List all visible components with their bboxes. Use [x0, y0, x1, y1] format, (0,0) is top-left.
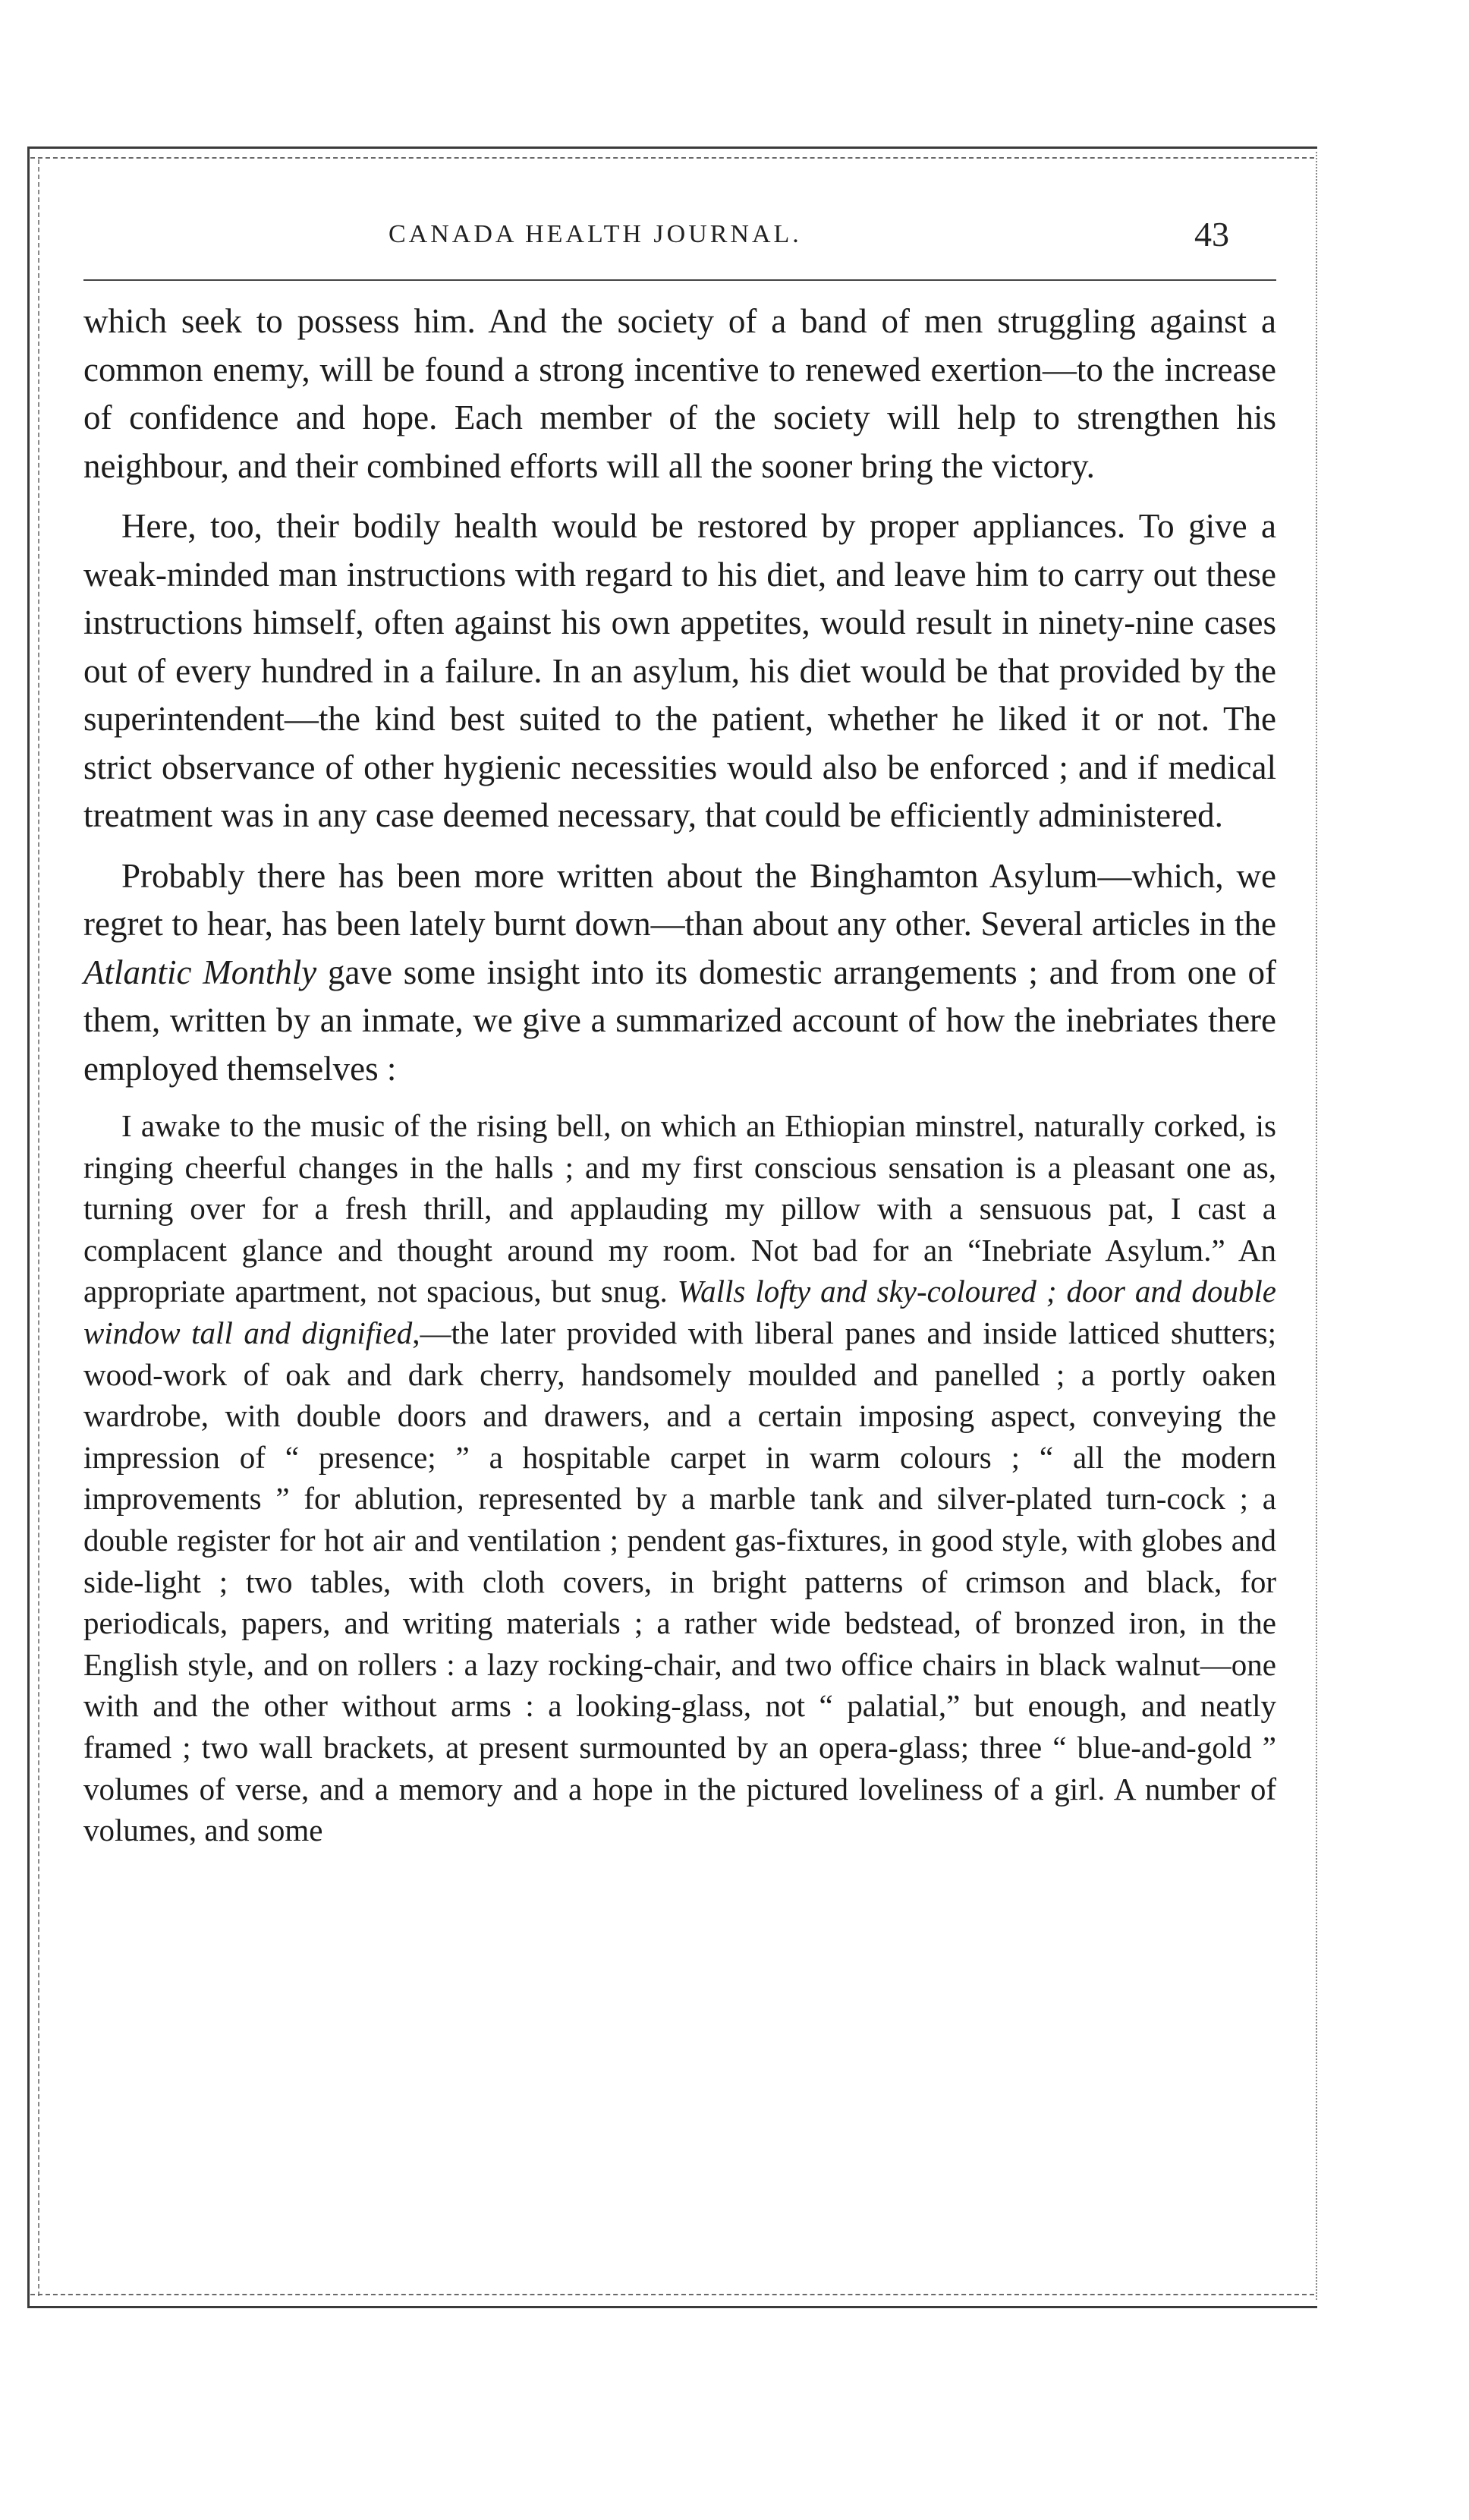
page-border-left-inner	[38, 159, 39, 2296]
quoted-account	[83, 1105, 1276, 1851]
journal-title: CANADA HEALTH JOURNAL.	[388, 220, 802, 248]
header-rule	[83, 279, 1276, 281]
paragraph-continuation: which seek to possess him. And the society of a band of men struggling against a common enemy, will be found a strong incentive to renewed exertion—to the increase of confidence and hope. Each member of the society will help to strengthen his neighbour, and their combined efforts will all the sooner bring the victory.	[83, 302, 1276, 485]
page-border-top-inner	[30, 157, 1314, 159]
page-number: 43	[1194, 215, 1229, 254]
page-border-top	[27, 146, 1317, 149]
quote-italic: Walls lofty and sky-coloured ; door and double window tall and dignified	[83, 1274, 1276, 1350]
magazine-title: Atlantic Monthly	[83, 953, 317, 991]
binghamton-text-a: Probably there has been more written about the Binghamton Asylum—which, we regret to hear, has been lately burnt down—than about any other. Several articles in the	[83, 856, 1276, 943]
page-border-left	[27, 146, 30, 2306]
page-border-right	[1316, 152, 1317, 2300]
page-border-bottom	[27, 2306, 1317, 2308]
quote-text-b: ,—the later provided with liberal panes and inside latticed shutters; wood-work of oak and dark cherry, handsomely moulded and panelled ; a portly oaken wardrobe, with double doors and drawers, and a certain imposing aspect, conveying the impression of “ presence; ” a hospitable carpet in warm colours ; “ all the modern improvements ” for ablution, represented by a marble tank and silver-plated turn-cock ; a double register for hot air and ventilation ; pendent gas-fixtures, in good style, with globes and side-light ; two tables, with cloth covers, in bright patterns of crimson and black, for periodicals, papers, and writing materials ; a rather wide bedstead, of bronzed iron, in the English style, and on rollers : a lazy rocking-chair, and two office chairs in black walnut—one with and the other without arms : a looking-glass, not “ palatial,” but enough, and neatly framed ; two wall brackets, at present surmounted by an opera-glass; three “ blue-and-gold ” volumes of verse, and a memory and a hope in the pictured loveliness of a girl. A number of volumes, and some	[83, 1315, 1276, 1848]
page-border-bottom-inner	[30, 2294, 1314, 2295]
binghamton-text-b: gave some insight into its domestic arrangements ; and from one of them, written by an inmate, we give a summarized account of how the inebriates there employed themselves :	[83, 953, 1276, 1088]
paragraph-binghamton	[83, 852, 1276, 1094]
body-text	[83, 298, 1276, 1863]
running-head	[83, 214, 1276, 260]
quote-text-a: I awake to the music of the rising bell, on which an Ethiopian minstrel, naturally corked, is ringing cheerful changes in the halls ; and my first conscious sensation is a pleasant one as, turning over for a fresh thrill, and applauding my pillow with a sensuous pat, I cast a complacent glance and thought around my room. Not bad for an “Inebriate Asylum.” An appropriate apartment, not spacious, but snug.	[83, 1108, 1276, 1309]
paragraph-bodily-health: Here, too, their bodily health would be restored by proper appliances. To give a weak-minded man instructions with regard to his diet, and leave him to carry out these instructions himself, often against his own appetites, would result in ninety-nine cases out of every hundred in a failure. In an asylum, his diet would be that provided by the superintendent—the kind best suited to the patient, whether he liked it or not. The strict observance of other hygienic necessities would also be enforced ; and if medical treatment was in any case deemed necessary, that could be efficiently administered.	[83, 507, 1276, 834]
